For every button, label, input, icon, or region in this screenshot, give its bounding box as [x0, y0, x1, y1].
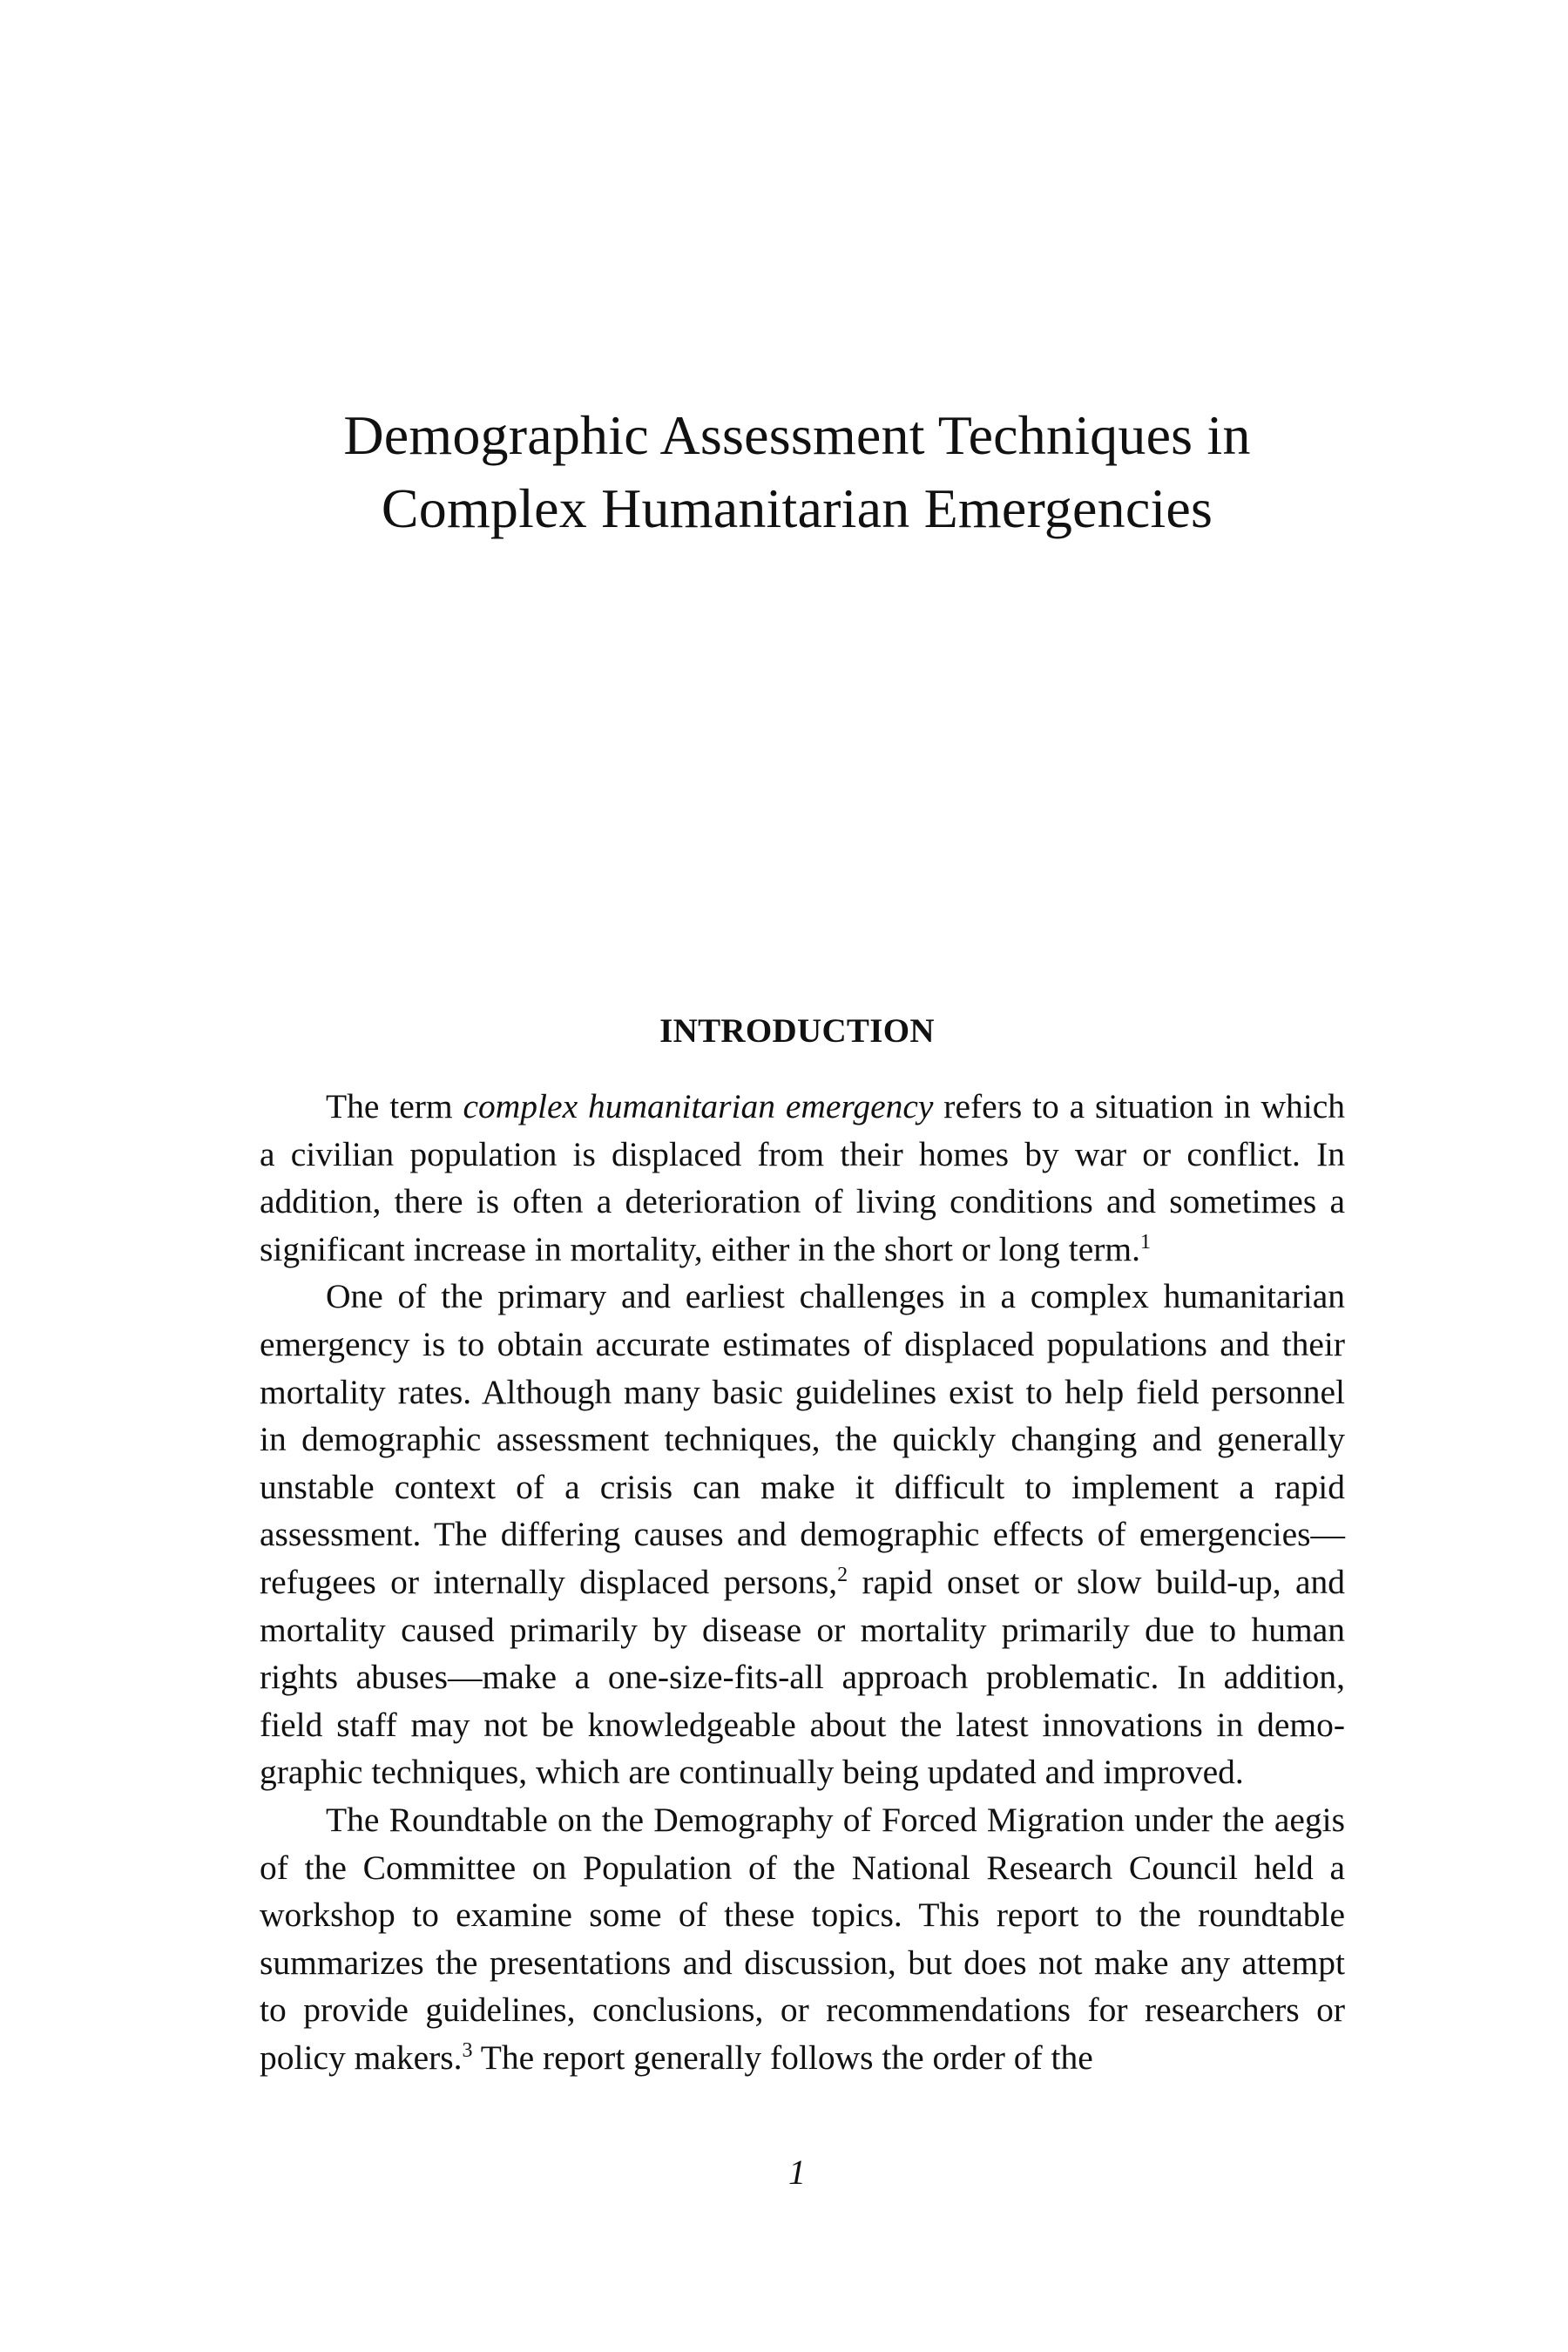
paragraph-3: [260, 1796, 1345, 2082]
section-heading: INTRODUCTION: [659, 1012, 935, 1050]
paragraph-2-text-after-note: rapid onset or slow build-up, and mortality caused primarily by disease or mortality primarily due to human rights abuses—make a one-size-fits-all approach problematic. In addition, field staff may not be knowledgeable about the latest innovations in demographic techniques, which are continually being updated and improved.: [260, 1562, 1346, 1792]
title-line-1: Demographic Assessment Techniques in: [343, 404, 1251, 466]
footnote-marker-1: 1: [1140, 1230, 1151, 1254]
paragraph-3-text-after-note: The report generally follows the order of the: [472, 2038, 1093, 2077]
document-title: [218, 399, 1376, 545]
paragraph-2: [260, 1273, 1345, 1796]
page-number: 1: [788, 2153, 806, 2192]
footnote-marker-3: 3: [462, 2038, 473, 2062]
paragraph-2-text-before-note: One of the primary and earliest challenges in a complex humanitarian emergency is to obtain accurate estimates of displaced populations and their mortality rates. Although many basic guidelines exist to help field personnel in demographic assessment techniques, the quickly changing and generally unstable context of a crisis can make it difficult to implement a rapid assessment. The differing causes and demographic effects of emergencies—refugees or internally displaced persons,: [260, 1277, 1345, 1601]
paragraph-3-text-before-note: The Roundtable on the Demography of Forced Migration under the aegis of the Committee on Population of the National Research Council held a workshop to examine some of these topics. This report to the roundtable summarizes the presentations and discussion, but does not make any attempt to provide guidelines, conclusions, or recommendations for researchers or policy makers.: [260, 1800, 1345, 2077]
paragraph-1-lead: The term: [326, 1087, 463, 1125]
title-line-2: Complex Humanitarian Emergencies: [381, 477, 1213, 539]
paragraph-1-emphasis: complex humanitarian emergency: [463, 1087, 934, 1125]
footnote-marker-2: 2: [837, 1563, 848, 1586]
body-text: [260, 1083, 1345, 2081]
paragraph-1: [260, 1083, 1345, 1273]
paragraph-1-text: refers to a situation in which a civilian population is displaced from their homes by war or conflict. In addition, there is often a deterioration of living conditions and sometimes a significant increase in mortality, either in the short or long term.: [260, 1087, 1345, 1268]
